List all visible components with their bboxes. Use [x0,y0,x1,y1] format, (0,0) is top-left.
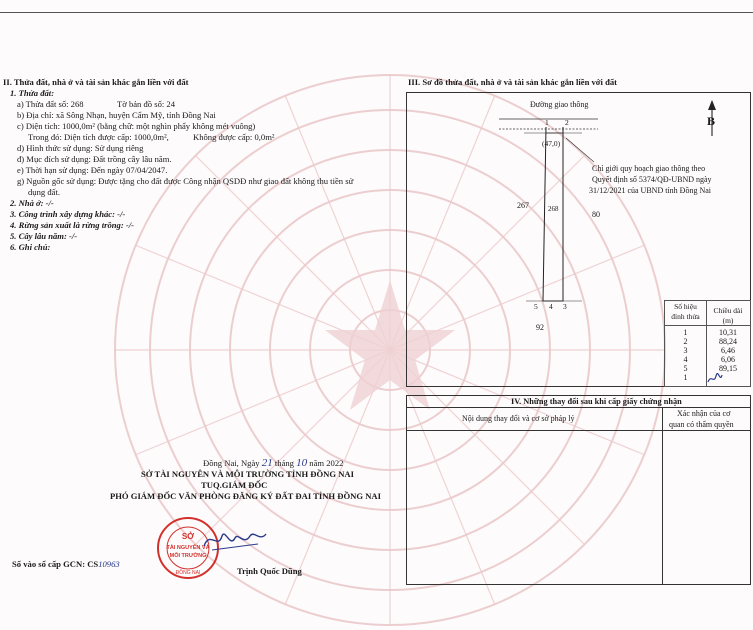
table-row-length: 6,06 [721,355,735,364]
stamp-ring-text: ĐỒNG NAI [175,570,201,576]
house-line: 2. Nhà ở: -/- [10,198,54,208]
header-length-unit: (m) [722,316,734,325]
stamp-text-3: MÔI TRƯỜNG [169,553,207,559]
table-row-length: 89,15 [719,364,737,373]
changes-col-confirm-2: quan có thẩm quyền [669,420,734,429]
date-month: 10 [296,457,308,469]
vertex-2-label: 2 [565,118,569,127]
changes-column-divider [662,407,663,584]
note-leader-line [566,138,594,162]
changes-col-content: Nội dung thay đổi và cơ sở pháp lý [462,414,575,423]
header-vertex-2: đỉnh thửa [671,312,700,321]
signatory-name: Trịnh Quốc Dũng [237,566,302,576]
register-number-value: 10963 [98,559,120,569]
header-length: Chiều dài [713,306,743,315]
table-row-length: 6,46 [721,346,735,355]
planning-note-2: Quyết định số 5374/QĐ-UBND ngày [592,175,712,184]
handwritten-signature [200,526,270,556]
table-row-length: 88,24 [719,337,737,346]
usage-purpose: đ) Mục đích sử dụng: Đất trồng cây lâu năm. [17,154,172,164]
other-works-line: 3. Công trình xây dựng khác: -/- [10,209,126,219]
north-symbol: B [707,114,716,128]
table-header-rule [664,325,750,326]
date-place-label: Đồng Nai, Ngày [203,458,260,468]
table-row-length: 10,31 [719,328,737,337]
address-line: b) Địa chỉ: xã Sông Nhạn, huyện Cẩm Mỹ, tỉnh Đồng Nai [17,110,216,120]
stamp-text-1: SỞ [181,532,195,541]
parcel-number-label: 268 [548,205,559,213]
not-granted-area: Không được cấp: 0,0m² [193,132,275,142]
changes-col-confirm-1: Xác nhận của cơ [677,409,731,418]
land-parcel-title: 1. Thửa đất: [10,88,55,98]
date-year: năm 2022 [309,458,344,468]
usage-origin: g) Nguồn gốc sử dụng: Được tặng cho đất được Công nhận QSDĐ như giao đất không thu tiền sử [17,176,354,186]
section-iv-heading: IV. Những thay đổi sau khi cấp giấy chứng nhận [511,397,682,406]
date-day: 21 [261,457,273,469]
neighbor-parcel-bottom: 92 [536,323,544,332]
parcel-number: a) Thửa đất số: 268 [17,99,84,109]
signatory-title: PHÓ GIÁM ĐỐC VĂN PHÒNG ĐĂNG KÝ ĐẤT ĐAI TỈNH ĐỒNG NAI [110,491,381,501]
perennial-trees-line: 5. Cây lâu năm: -/- [10,231,78,241]
usage-origin-cont: dụng đất. [28,187,60,197]
table-row-vertex: 2 [683,337,688,346]
notes-line: 6. Ghi chú: [10,242,51,252]
frontage-width-label: (47,0) [542,139,561,148]
header-vertex: Số hiệu [674,302,697,311]
date-place [203,458,343,469]
road-label: Đường giao thông [530,100,589,109]
issuing-department: SỞ TÀI NGUYÊN VÀ MÔI TRƯỜNG TỈNH ĐỒNG NAI [141,469,354,479]
usage-form: d) Hình thức sử dụng: Sử dụng riêng [17,143,144,153]
vertex-5-label: 5 [534,302,538,311]
north-arrow-head [708,100,716,110]
date-month-word: tháng [274,458,294,468]
neighbor-parcel-right: 80 [592,210,600,219]
area-line: c) Diện tích: 1000,0m² (bằng chữ: một nghìn phẩy không mét vuông) [17,121,256,131]
register-number-label: Số vào sổ cấp GCN: CS [12,559,99,569]
vertex-1-label: 1 [545,118,549,127]
table-row-vertex: 1 [683,373,688,382]
register-number [12,559,120,570]
usage-term: e) Thời hạn sử dụng: Đến ngày 07/04/2047. [17,165,168,175]
planted-forest-line: 4. Rừng sản xuất là rừng trồng: -/- [10,220,134,230]
table-row-vertex: 1 [683,328,688,337]
table-row-vertex: 4 [683,355,688,364]
changes-header-rule [406,430,750,431]
granted-area: Trong đó: Diện tích được cấp: 1000,0m², [28,132,169,142]
table-row-vertex: 5 [683,364,688,373]
section-ii-heading: II. Thửa đất, nhà ở và tài sản khác gắn liền với đất [3,77,189,87]
authorization-line: TUQ.GIÁM ĐỐC [201,480,268,490]
initials-mark [706,372,724,386]
planning-note-3: 31/12/2021 của UBND tỉnh Đồng Nai [589,186,711,195]
vertex-4-label: 4 [549,302,553,311]
table-row-vertex: 3 [683,346,688,355]
stamp-text-2: TÀI NGUYÊN VÀ [166,545,210,551]
vertex-3-label: 3 [563,302,567,311]
map-sheet-number: Tờ bản đồ số: 24 [117,99,176,109]
planning-note-1: Chỉ giới quy hoạch giao thông theo [592,164,706,173]
section-iii-heading: III. Sơ đồ thửa đất, nhà ở và tài sản khác gắn liền với đất [408,77,618,87]
neighbor-parcel-left: 267 [517,201,529,210]
page-top-rule [0,12,753,13]
